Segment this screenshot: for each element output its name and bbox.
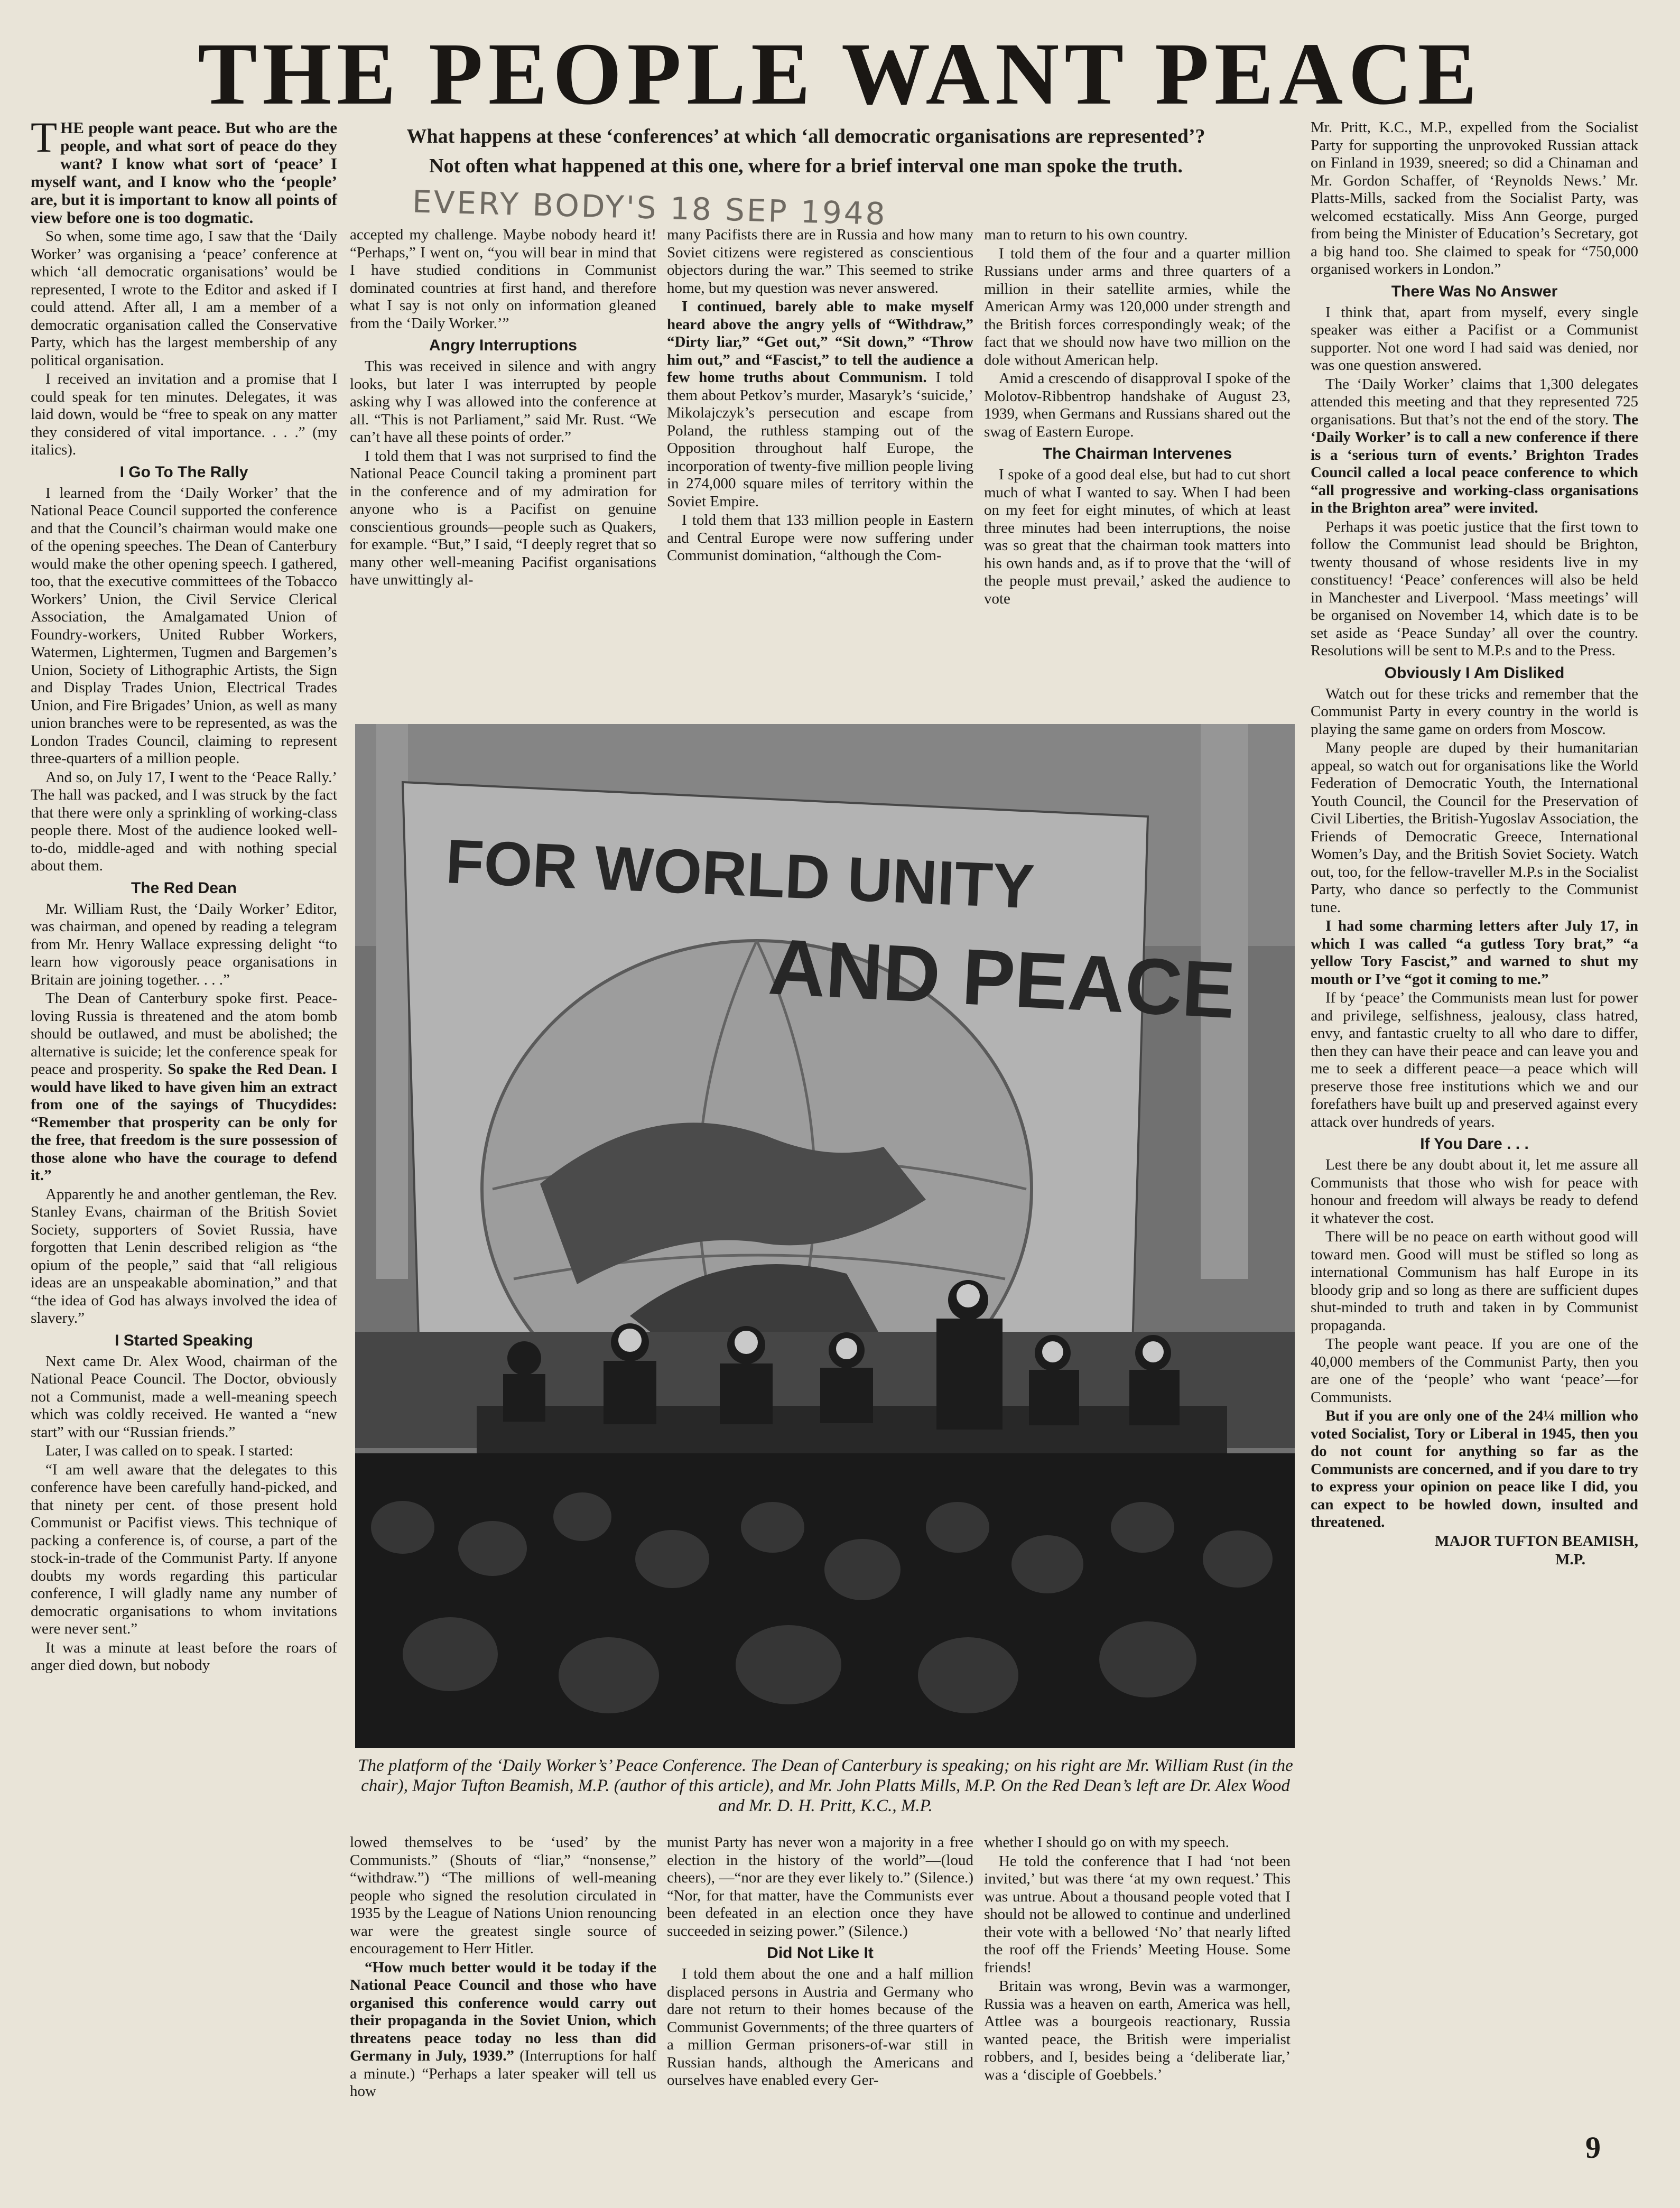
paragraph: I told them that I was not surprised to find the National Peace Council taking a prominent part in the conference and of my admiration for anyone who is a Pacifist on genuine conscientious grounds—people such as Quakers, for example. “But,” I said, “I deeply regret that so many other well-meaning Pacifist organisations have unwittingly al- [350, 447, 656, 588]
paragraph: I told them of the four and a quarter million Russians under arms and three quarters of a million in their satellite armies, while the American Army was 120,000 under strength and the British forces correspondingly weak; of the fact that we should now have two million on the dole without American help. [984, 245, 1291, 368]
subheading: The Red Dean [131, 879, 237, 897]
paragraph: lowed themselves to be ‘used’ by the Communists.” (Shouts of “liar,” “nonsense,” “withdraw.”) “The millions of well-meaning people who signed the resolution circulated in 1935 by the League of Nations Union renouncing war were the greatest single source of encouragement to Herr Hitler. [350, 1834, 656, 1957]
paragraph: If by ‘peace’ the Communists mean lust for power and privilege, selfishness, jealousy, class hatred, envy, and fantastic cruelty to all who dare to differ, then they can have their peace and can leave you and me to seek a different peace—a peace which will preserve those free institutions which we and our forefathers have built up and preserved against every attack over hundreds of years. [1311, 989, 1638, 1130]
column-3-top [667, 226, 973, 566]
paragraph: “I am well aware that the delegates to this conference have been carefully hand-picked, and that ninety per cent. of those present hold Communist or Pacifist views. This technique of packing a conference is, of course, a part of the stock-in-trade of the Communist Party. If anyone doubts my words regarding this particular conference, I will gladly name any number of democratic organisations to whom invitations were never sent.” [31, 1461, 337, 1637]
paragraph: This was received in silence and with angry looks, but later I was interrupted by people asking why I was allowed into the conference at all. “This is not Parliament,” said Mr. Rust. “We can’t have all these points of order.” [350, 358, 656, 446]
paragraph: Later, I was called on to speak. I started: [45, 1442, 294, 1459]
paragraph: There will be no peace on earth without good will toward men. Good will must be stifled so long as international Communism has half Europe in its bloody grip and so long as there are sufficient dupes shut-minded to truth and taken in by Communist propaganda. [1311, 1228, 1638, 1334]
photo-illustration [355, 724, 1295, 1748]
paragraph: many Pacifists there are in Russia and how many Soviet citizens were registered as conscientious objectors during the war.” This seemed to strike home, but my question was never answered. [667, 226, 973, 296]
handwritten-date-note: EVERY BODY'S 18 SEP 1948 [412, 183, 888, 232]
banner-text-line-2: AND PEACE [766, 922, 1238, 1035]
drop-cap: T [31, 113, 58, 161]
conference-photo [355, 724, 1295, 1748]
subheading: Obviously I Am Disliked [1384, 664, 1565, 682]
paragraph: accepted my challenge. Maybe nobody heard it! “Perhaps,” I went on, “you will bear in mind that I have studied conditions in Communist dominated countries at first hand, and therefore what I say is not only on information gleaned from the ‘Daily Worker.’” [350, 226, 656, 332]
paragraph: I think that, apart from myself, every single speaker was either a Pacifist or a Communist supporter. Not one word I had said was denied, nor was one question answered. [1311, 303, 1638, 374]
paragraph: Watch out for these tricks and remember that the Communist Party in every country in the world is playing the same game on orders from Moscow. [1311, 685, 1638, 738]
paragraph: I received an invitation and a promise that I could speak for ten minutes. Delegates, it was laid down, would be “free to speak on any matter they considered of vital importance. . . .” (my italics). [31, 370, 337, 458]
paragraph: I learned from the ‘Daily Worker’ that the National Peace Council supported the conference and that the Council’s chairman would make one of the opening speeches. The Dean of Canterbury would make the other opening speech. I gathered, too, that the executive committees of the Tobacco Workers’ Union, the Civil Service Clerical Association, the Amalgamated Union of Foundry-workers, United Rubber Workers, Watermen, Lightermen, Tugmen and Bargemen’s Union, Society of Lithographic Artists, the Sign and Display Trades Union, Electrical Trades Union, and Fire Brigades’ Union, as well as many union branches were to be represented, as was the London Trades Council, claiming to represent three-quarters of a million people. [31, 484, 337, 767]
photo-caption: The platform of the ‘Daily Worker’s’ Peace Conference. The Dean of Canterbury is speaking; on his right are Mr. William Rust (in the chair), Major Tufton Beamish, M.P. (author of this article), and Mr. John Platts Mills, M.P. On the Red Dean’s left are Dr. Alex Wood and Mr. D. H. Pritt, K.C., M.P. [358, 1756, 1293, 1815]
column-4-top [984, 226, 1291, 609]
paragraph: man to return to his own country. [984, 226, 1188, 243]
paragraph: I had some charming letters after July 17, in which I was called “a gutless Tory brat,” “a yellow Tory Fascist,” and warned to shut my mouth or I’ve “got it coming to me.” [1311, 917, 1638, 988]
paragraph: Perhaps it was poetic justice that the first town to follow the Communist lead should be Brighton, twenty thousand of whose residents live in my constituency! ‘Peace’ conferences will also be held in Manchester and Liverpool. ‘Mass meetings’ will be organised on November 14, which date is to be set aside as ‘Peace Sunday’ all over the country. Resolutions will be sent to M.P.s and to the Press. [1311, 518, 1638, 659]
paragraph: The Dean of Canterbury spoke first. Peace-loving Russia is threatened and the atom bomb should be outlawed, and must be abolished; the alternative is suicide; let the conference speak for peace and prosperity. So spake the Red Dean. I would have liked to have given him an extract from one of the sayings of Thucydides: “Remember that prosperity can be only for the free, that freedom is the sure possession of those alone who have the courage to defend it.” [31, 990, 338, 1184]
paragraph: Next came Dr. Alex Wood, chairman of the National Peace Council. The Doctor, obviously not a Communist, made a well-meaning speech which was coldly received. He wanted a “new start” with our “Russian friends.” [31, 1352, 337, 1441]
paragraph: It was a minute at least before the roars of anger died down, but nobody [31, 1639, 337, 1674]
column-2-top [350, 226, 656, 590]
subheading: Did Not Like It [767, 1944, 874, 1962]
subheading: I Started Speaking [115, 1331, 253, 1349]
paragraph: But if you are only one of the 24¼ million who voted Socialist, Tory or Liberal in 1945, then you do not count for anything so far as the Communists are concerned, and if you dare to try to express your opinion on peace like I did, you can expect to be howled down, insulted and threatened. [1311, 1407, 1638, 1530]
paragraph: Amid a crescendo of disapproval I spoke of the Molotov-Ribbentrop handshake of August 23, 1939, when Germans and Russians shared out the swag of Eastern Europe. [984, 370, 1291, 440]
column-5 [1311, 119, 1638, 1570]
subheading: The Chairman Intervenes [1042, 445, 1232, 462]
paragraph: Mr. William Rust, the ‘Daily Worker’ Editor, was chairman, and opened by reading a telegram from Mr. Henry Wallace expressing delight “to learn how vigorously peace organisations in Britain are joining together. . . .” [31, 900, 337, 988]
subheading: Angry Interruptions [429, 337, 577, 354]
paragraph: And so, on July 17, I went to the ‘Peace Rally.’ The hall was packed, and I was struck by the fact that there were only a sprinkling of working-class people there. Most of the audience looked well-to-do, middle-aged and with nothing special about them. [31, 768, 337, 874]
subheading: If You Dare . . . [1420, 1135, 1529, 1153]
paragraph: Many people are duped by their humanitarian appeal, so watch out for organisations like the World Federation of Democratic Youth, the International Youth Council, the Council for the Preservation of Civil Liberties, the British-Yugoslav Association, the Friends of Democratic Greece, International Women’s Day, and the British Soviet Society. Watch out, too, for the fellow-traveller M.P.s in the Socialist Party, who dance so perfectly to the Communist tune. [1311, 739, 1638, 916]
author-title: M.P. [1555, 1551, 1585, 1568]
column-1 [31, 113, 338, 1676]
paragraph: The ‘Daily Worker’ claims that 1,300 delegates attended this meeting and that they represented 725 organisations. But that’s not the end of the story. The ‘Daily Worker’ is to call a new conference if there is a ‘serious turn of events.’ Brighton Trades Council called a local peace conference to which “all progressive and working-class organisations in the Brighton area” were invited. [1311, 375, 1638, 516]
paragraph: Britain was wrong, Bevin was a warmonger, Russia was a heaven on earth, America was hell, Attlee was a bourgeois reactionary, Russia wanted peace, the British were imperialist robbers, and I, besides being a ‘deliberate liar,’ was a ‘disciple of Goebbels.’ [984, 1978, 1291, 2083]
paragraph: I spoke of a good deal else, but had to cut short much of what I wanted to say. When I had been on my feet for eight minutes, of which at least three minutes had been interruptions, the noise was so great that the chairman took matters into his own hands and, as if to prove that the ‘will of the people must prevail,’ asked the audience to vote [984, 466, 1291, 607]
page-number: 9 [1585, 2130, 1601, 2165]
paragraph: whether I should go on with my speech. [984, 1834, 1229, 1851]
subheading: I Go To The Rally [119, 463, 248, 481]
paragraph: So when, some time ago, I saw that the ‘Daily Worker’ was organising a ‘peace’ conference at which ‘all democratic organisations’ would be represented, I wrote to the Editor and asked if I could attend. After all, I am a member of a democratic organisation called the Conservative Party, which has the largest membership of any political organisation. [31, 228, 337, 369]
paragraph: munist Party has never won a majority in a free election in the history of the world”—(loud cheers), —“nor are they ever likely to.” (Silence.) “Nor, for that matter, have the Communists ever been defeated in an election once they have succeeded in seizing power.” (Silence.) [667, 1834, 973, 1940]
paragraph: “How much better would it be today if the National Peace Council and those who have organised this conference would carry out their propaganda in the Soviet Union, which threatens peace today no less than did Germany in July, 1939.” (Interruptions for half a minute.) “Perhaps a later speaker will tell us how [350, 1959, 657, 2100]
paragraph: I told them that 133 million people in Eastern and Central Europe were now suffering under Communist domination, “although the Com- [667, 512, 973, 564]
standfirst: What happens at these ‘conferences’ at which ‘all democratic organisations are represented’? Not often what happened at this one, where for a brief interval one man spoke the truth. [406, 125, 1205, 177]
column-2-bottom [350, 1834, 656, 2102]
column-4-bottom [984, 1834, 1291, 2085]
paragraph: Apparently he and another gentleman, the Rev. Stanley Evans, chairman of the British Soviet Society, supporters of Soviet Russia, have forgotten that Lenin described religion as “the opium of the people,” said that “all religious ideas are an unspeakable abomination,” and that “the idea of God has always involved the idea of slavery.” [31, 1185, 337, 1326]
paragraph: The people want peace. If you are one of the 40,000 members of the Communist Party, then you are one of the ‘people’ who want ‘peace’—for Communists. [1311, 1335, 1638, 1406]
paragraph: I told them about the one and a half million displaced persons in Austria and Germany who dare not return to their homes because of the Communist Governments; of the three quarters of a million German prisoners-of-war still in Russian hands, although the Americans and ourselves have enabled every Ger- [667, 1965, 973, 2089]
paragraph: I continued, barely able to make myself heard above the angry yells of “Withdraw,” “Dirty liar,” “Get out,” “Sit down,” “Throw him out,” and “Fascist,” to tell the audience a few home truths about Communism. I told them about Petkov’s murder, Masaryk’s ‘suicide,’ Mikolajczyk’s persecution and escape from Poland, the ruthless stamping out of the Opposition throughout half Europe, the incorporation of twenty-five million people living in 274,000 square miles of territory within the Soviet Empire. [667, 298, 973, 510]
lead-paragraph: THE people want peace. But who are the people, and what sort of peace do they want? I know what sort of ‘peace’ I myself want, and I know who the ‘people’ are, but it is important to know all points of view before one is too dogmatic. [31, 113, 337, 227]
paragraph: He told the conference that I had ‘not been invited,’ but was there ‘at my own request.’ This was untrue. About a thousand people voted that I should not be allowed to continue and underlined their vote with a bellowed ‘No’ that nearly lifted the roof off the Friends’ Meeting House. Some friends! [984, 1852, 1291, 1976]
column-3-bottom [667, 1834, 973, 2091]
paragraph: Lest there be any doubt about it, let me assure all Communists that those who wish for peace with honour and freedom will always be ready to defend it whatever the cost. [1311, 1156, 1638, 1227]
author-byline: MAJOR TUFTON BEAMISH, [1435, 1532, 1638, 1550]
banner-text-line-1: FOR WORLD UNITY [444, 827, 1036, 922]
headline: THE PEOPLE WANT PEACE [198, 25, 1482, 123]
subheading: There Was No Answer [1391, 282, 1558, 300]
paragraph: Mr. Pritt, K.C., M.P., expelled from the Socialist Party for supporting the unprovoked Russian attack on Finland in 1939, sneered; so did a Chinaman and Mr. Gordon Schaffer, of ‘Reynolds News.’ Mr. Platts-Mills, sacked from the Socialist Party, was welcomed ecstatically. Miss Ann George, purged from being the Minister of Education’s Secretary, got a big hand too. She claimed to speak for “750,000 organised workers in London.” [1311, 119, 1638, 277]
